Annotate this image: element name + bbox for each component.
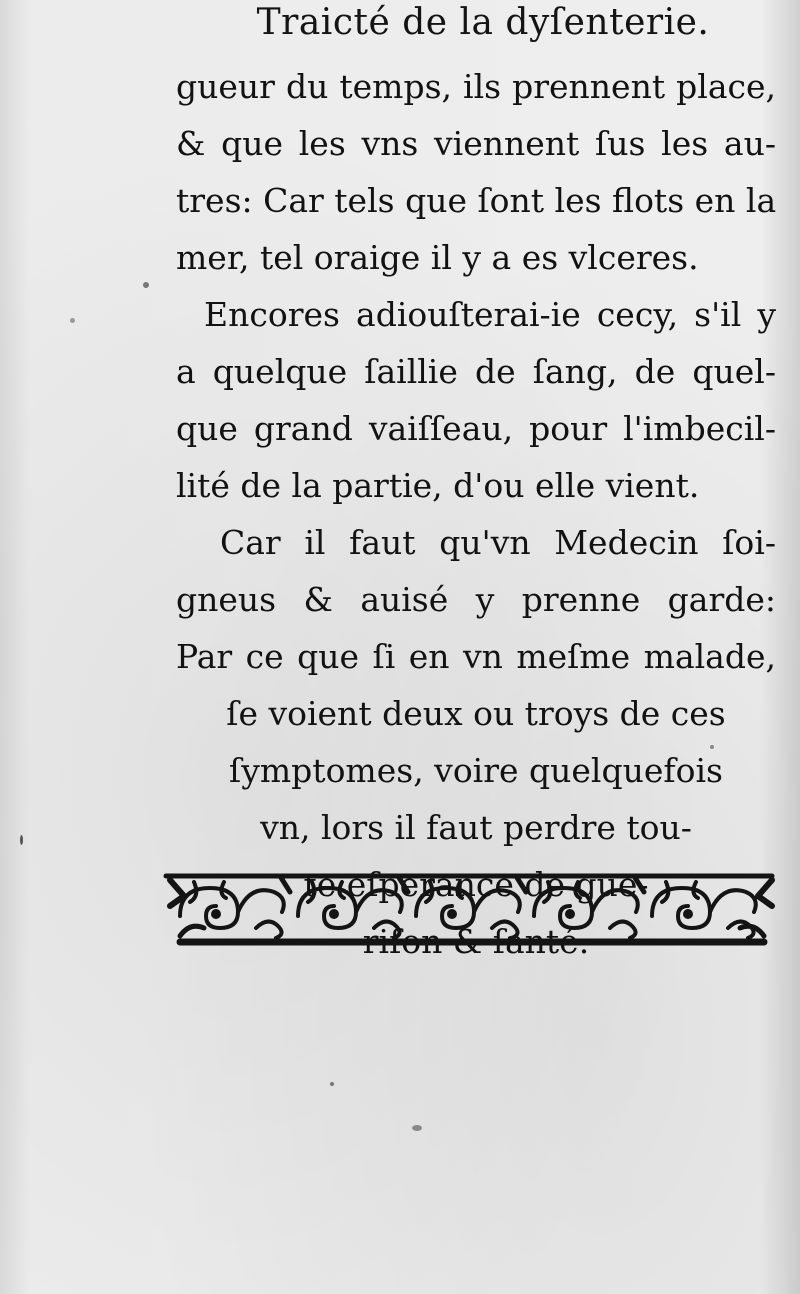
ink-speck (143, 282, 149, 288)
text-line: gneus & auisé y prenne garde: (176, 580, 776, 619)
ink-speck (20, 835, 23, 845)
body-text (176, 58, 776, 970)
text-line: tres: Car tels que ſont les flots en la (176, 181, 776, 220)
text-line: vn, lors il faut perdre tou- (260, 808, 692, 847)
ink-speck (710, 745, 714, 749)
text-line: riſon & ſanté. (362, 922, 590, 961)
text-line: & que les vns viennent ſus les au- (176, 124, 776, 163)
ink-speck (330, 1082, 334, 1086)
text-line: mer, tel oraige il y a es vlceres. (176, 238, 699, 277)
text-line: te eſperance de gue- (303, 865, 649, 904)
fleuron-band-ornament (160, 866, 780, 952)
text-line: Encores adiouſterai-ie cecy, s'il y (204, 295, 776, 334)
ink-speck (70, 318, 75, 323)
text-line: ſe voient deux ou troys de ces (226, 694, 726, 733)
text-line: ſymptomes, voire quelquefois (229, 751, 723, 790)
running-head: Traicté de la dyſenterie. (256, 2, 710, 43)
text-line: Car il faut qu'vn Medecin ſoi- (220, 523, 776, 562)
text-line: gueur du temps, ils prennent place, (176, 67, 776, 106)
text-line: lité de la partie, d'ou elle vient. (176, 466, 700, 505)
ink-speck (412, 1125, 422, 1131)
text-line: a quelque ſaillie de ſang, de quel- (176, 352, 776, 391)
text-line: que grand vaiſſeau, pour l'imbecil- (176, 409, 776, 448)
text-line: Par ce que ſi en vn meſme malade, (176, 637, 776, 676)
